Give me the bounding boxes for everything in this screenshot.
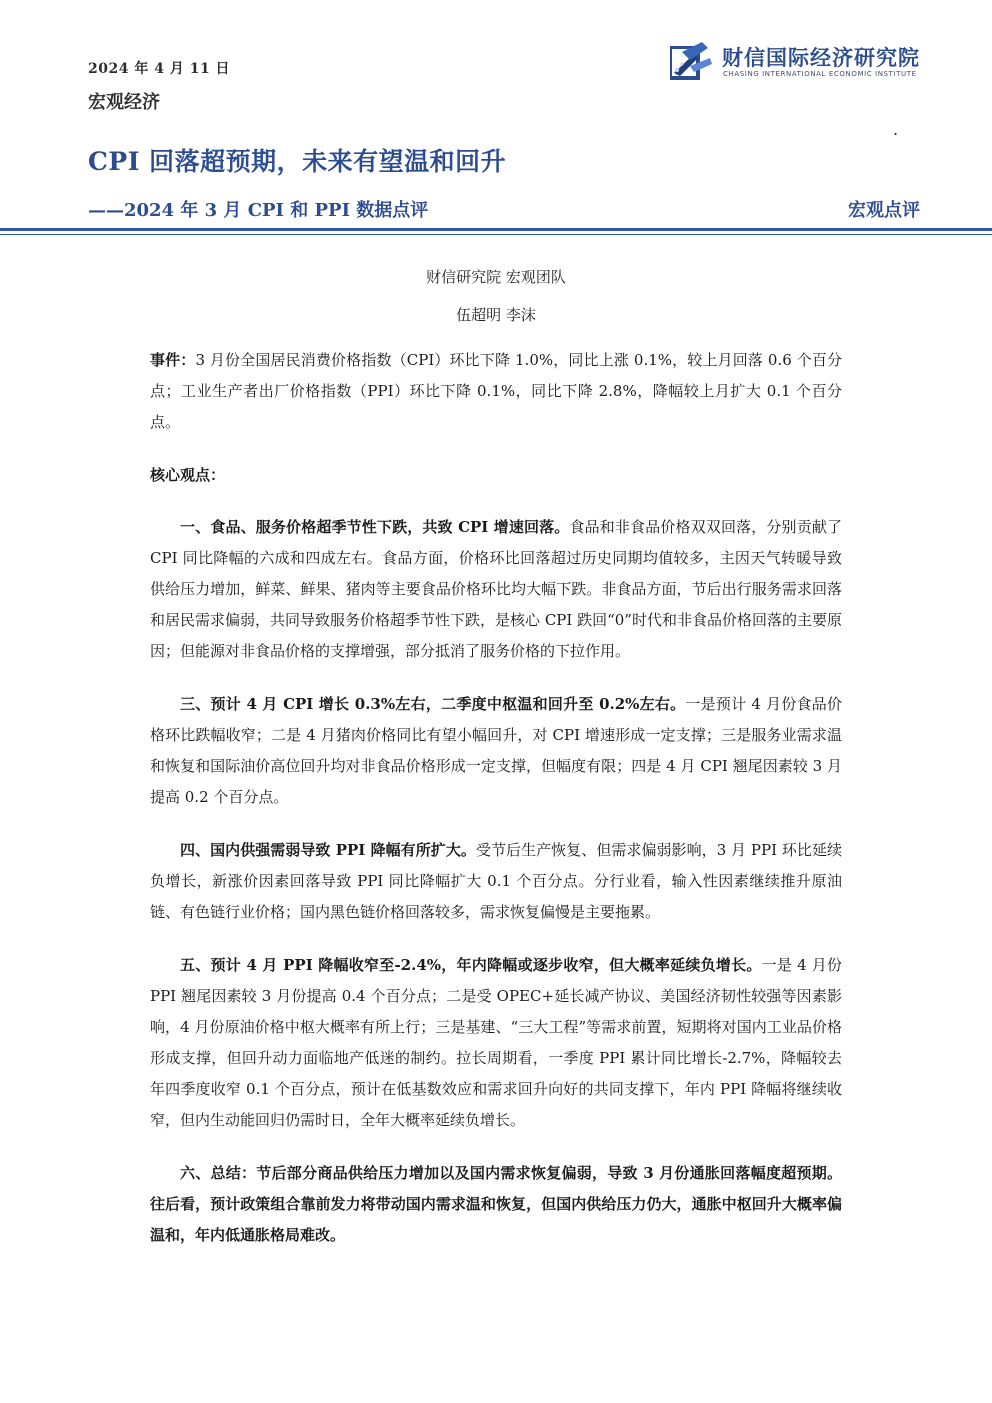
core-point-text: 食品和非食品价格双双回落，分别贡献了 CPI 同比降幅的六成和四成左右。食品方面，价格环比回落超过历史同期均值较多，主因天气转暖导致供给压力增加，鲜菜、鲜果、猪肉等主要食品价格环比均大幅下跌。非食品方面，节后出行服务需求回落和居民需求偏弱，共同导致服务价格超季节性下跌，是核心 CPI 跌回“0”时代和非食品价格回落的主要原因；但能源对非食品价格的支撑增强，部分抵消了服务价格的下拉作用。 [150,518,842,660]
author-names: 伍超明 李沫 [456,306,536,324]
core-point-summary [150,1158,842,1251]
author-team: 财信研究院 宏观团队 [426,268,566,286]
report-category: 宏观经济 [88,92,160,113]
core-point-lead: 三、预计 4 月 CPI 增长 0.3%左右，二季度中枢温和回升至 0.2%左右。 [180,695,686,713]
core-point-2 [150,689,842,813]
core-point-text: 受节后生产恢复、但需求偏弱影响，3 月 PPI 环比延续负增长，新涨价因素回落导致 PPI 同比降幅扩大 0.1 个百分点。分行业看，输入性因素继续推升原油链、有色链行业价格；国内黑色链价格回落较多，需求恢复偏慢是主要拖累。 [150,841,842,921]
event-text: 3 月份全国居民消费价格指数（CPI）环比下降 1.0%，同比上涨 0.1%，较上月回落 0.6 个百分点；工业生产者出厂价格指数（PPI）环比下降 0.1%，同比下降 2.8%，降幅较上月扩大 0.1 个百分点。 [150,351,842,431]
header-rule [0,228,992,231]
institute-name-en: CHASING INTERNATIONAL ECONOMIC INSTITUTE [723,70,917,78]
header-dot: . [893,120,899,139]
report-subtitle: ——2024 年 3 月 CPI 和 PPI 数据点评 [88,200,429,221]
event-paragraph [150,345,842,438]
event-label: 事件： [150,351,196,369]
core-point-lead: 四、国内供强需弱导致 PPI 降幅有所扩大。 [180,841,476,859]
core-point-text: 一是预计 4 月份食品价格环比跌幅收窄；二是 4 月猪肉价格同比有望小幅回升，对 CPI 增速形成一定支撑；三是服务业需求温和恢复和国际油价高位回升均对非食品价格形成一定支撑，但幅度有限；四是 4 月 CPI 翘尾因素较 3 月提高 0.2 个百分点。 [150,695,842,806]
core-point-lead: 五、预计 4 月 PPI 降幅收窄至-2.4%，年内降幅或逐步收窄，但大概率延续负增长。 [180,956,762,974]
core-point-text: 一是 4 月份 PPI 翘尾因素较 3 月份提高 0.4 个百分点；二是受 OPEC+延长减产协议、美国经济韧性较强等因素影响，4 月份原油价格中枢大概率有所上行；三是基建、“三大工程”等需求前置，短期将对国内工业品价格形成支撑，但回升动力面临地产低迷的制约。拉长周期看，一季度 PPI 累计同比增长-2.7%，降幅较去年四季度收窄 0.1 个百分点，预计在低基数效应和需求回升向好的共同支撑下，年内 PPI 降幅将继续收窄，但内生动能回归仍需时日，全年大概率延续负增长。 [150,956,842,1129]
core-point-lead: 一、食品、服务价格超季节性下跌，共致 CPI 增速回落。 [180,518,570,536]
institute-logo [668,40,938,86]
report-body [150,345,842,1273]
report-type-tag: 宏观点评 [848,200,920,221]
core-point-4 [150,950,842,1136]
report-date: 2024 年 4 月 11 日 [88,61,231,77]
institute-emblem-icon [668,40,714,84]
report-title: CPI 回落超预期，未来有望温和回升 [88,147,507,176]
core-views-heading: 核心观点： [150,466,226,484]
core-point-lead: 六、总结：节后部分商品供给压力增加以及国内需求恢复偏弱，导致 3 月份通胀回落幅度超预期。往后看，预计政策组合靠前发力将带动国内需求温和恢复，但国内供给压力仍大，通胀中枢回升大概率偏温和，年内低通胀格局难改。 [150,1164,842,1244]
core-point-3 [150,835,842,928]
institute-name-cn: 财信国际经济研究院 [722,46,920,70]
header-rule-thin [0,234,992,235]
core-point-1 [150,512,842,667]
